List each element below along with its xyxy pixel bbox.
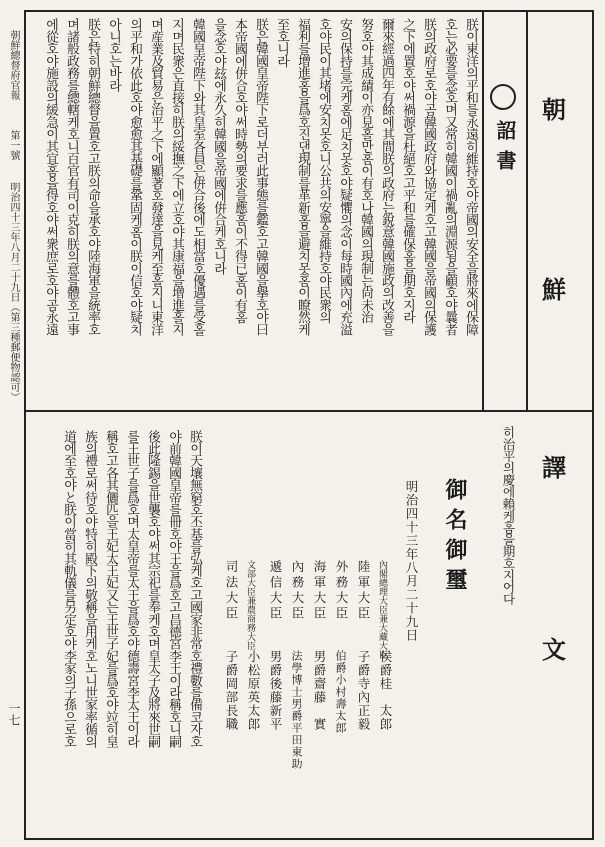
- minister-title: 陸軍大臣: [356, 560, 371, 622]
- rescript-lower-line: 族의禮로써待호야特히殿下의敬稱을用케호노니世家率循의: [82, 430, 97, 748]
- rescript-lower-line: 를王世子를爲호며太皇帝를太王을爲호야德壽宮李太王이라: [124, 430, 139, 748]
- minister-title: 海軍大臣: [312, 560, 327, 622]
- imperial-sign: 御名御璽: [442, 478, 468, 598]
- minister-name: 伯爵小村壽太郎: [334, 650, 347, 734]
- rescript-lower-line: 稱호고各其儷匹을王妃太王妃又는王世子妃를爲호야竝히皇: [103, 430, 118, 748]
- rescript-upper-line: 福利를增進홈을爲호진댄現制를革新홈을避치못홈이瞭然케: [295, 18, 310, 336]
- minister-title: 內務大臣: [290, 560, 305, 622]
- minister-title: 外務大臣: [334, 560, 349, 622]
- publication-date: 明治四十三年八月二十九日（第三種郵便物認可）: [8, 182, 19, 402]
- minister-name: 男爵後藤新平: [268, 650, 283, 731]
- rescript-upper-line: 努호야其成績이亦見홀만홈이有호나韓國의現制는尙未治: [358, 18, 373, 323]
- minister-name: 小松原英太郎: [246, 650, 261, 731]
- minister-title: 遞信大臣: [268, 560, 283, 622]
- rescript-upper-line: 호는必要를念호며又常히韓國이禍亂의淵源됨을顧호야曩者: [442, 18, 457, 336]
- header-title-char-2: 鮮: [542, 275, 566, 304]
- rescript-lower-line: 야前韓國皇帝를冊호야王을爲호고昌德宮李王이라稱호니嗣: [166, 430, 181, 748]
- rescript-upper-line: 며諸般政務를總轄케호니百官有司이克히朕의意를體호고事: [64, 18, 79, 336]
- rescript-upper-line: 며産業及貿易은治平之下에顯著호發達을見케至홀지니東洋: [148, 18, 163, 336]
- header-divider: [526, 10, 528, 412]
- title-divider: [482, 10, 484, 412]
- horizontal-divider: [24, 410, 592, 412]
- sign-date: 明治四十三年八月二十九日: [404, 480, 419, 642]
- header-title-char-4: 文: [542, 635, 566, 664]
- rescript-lower-line: 道에至호야と朕이當히其軌儀를另定호야李家의子孫으로호: [61, 430, 76, 748]
- section-title: 詔書: [493, 120, 517, 180]
- minister-name: 子爵寺內正毅: [356, 650, 371, 731]
- publication-name: 朝鮮總督府官報: [8, 30, 19, 100]
- rescript-upper-line: 호야民이其堵에安치못호니公共의安寧을維持호야民衆의: [316, 18, 331, 323]
- rescript-upper-line: 朕의政府로호야곰韓國政府와協定케호고韓國을帝國의保護: [421, 18, 436, 336]
- rescript-upper-line: 韓國皇帝陛下와其皇室各員은倂合後에도相當호優遇를受홀: [190, 18, 205, 336]
- minister-title: 文部大臣兼農商務大臣: [245, 560, 255, 650]
- rescript-upper-line: 아니호는바라: [106, 18, 121, 92]
- rescript-upper-line: 의平和가依此호야愈愈其基礎를鞏固케홈이朕이信호야疑치: [127, 18, 142, 336]
- minister-title: 司法大臣: [224, 560, 239, 622]
- header-title-char-3: 譯: [542, 453, 566, 482]
- rescript-lower-line: 朕이天壤無窮호丕基를弘케호고國家非常호禮數를備코자호: [187, 430, 202, 748]
- minister-name: 侯爵桂 太郎: [378, 650, 393, 731]
- issue-number: 第一號: [8, 130, 19, 160]
- header-title-char-1: 朝: [542, 95, 566, 124]
- rescript-upper-line: 을念호야玆에永久히韓國을帝國에倂合케호니라: [211, 18, 226, 275]
- rescript-upper-line: 爾來經過四年有餘에其間朕의政府는銳意韓國施政의改善을: [379, 18, 394, 336]
- rescript-upper-line: 至호니라: [274, 18, 289, 67]
- rescript-upper-line: 之下에置호야써禍源을杜絕호고平和를確保홈을期호지라: [400, 18, 415, 323]
- minister-name: 法學博士男爵平田東助: [290, 650, 303, 770]
- rescript-upper-line: 에從호야施設의緩急이其宜홈을得호야써衆庶로호야곰永遠: [43, 18, 58, 336]
- rescript-upper-line: 朕이東洋의平和를永遠히維持호야帝國의安全을將來에保障: [463, 18, 478, 336]
- minister-title: 內閣總理大臣兼大藏大臣: [377, 560, 387, 659]
- circle-mark-icon: [490, 84, 516, 110]
- rescript-closing-line: 히治平의慶에賴케홈을期호지어다: [501, 426, 516, 605]
- rescript-upper-line: 朕은特히朝鮮總督을置호고朕의命을承호야陸海軍을統率호: [85, 18, 100, 336]
- rescript-upper-line: 朕은韓國皇帝陛下로더부러此事態를鑑호고韓國을擧호야曰: [253, 18, 268, 336]
- rescript-upper-line: 本帝國에倂合호야써時勢의要求를應홈이不得已홈이有홈: [232, 18, 247, 323]
- rescript-lower-line: 後此隆錫을世襲호야써其宗祀를奉케호며皇太子及將來世嗣: [145, 430, 160, 748]
- minister-name: 子爵岡部長職: [224, 650, 239, 731]
- rescript-upper-line: 지며民衆은直接히朕의綏撫之下에立호야其康福을增進홀지: [169, 18, 184, 336]
- minister-name: 男爵齋藤 實: [312, 650, 327, 731]
- page-number: 一七: [7, 702, 21, 726]
- rescript-upper-line: 安의保持를完케홈에足치못호야疑懼의念이每時國內에充溢: [337, 18, 352, 336]
